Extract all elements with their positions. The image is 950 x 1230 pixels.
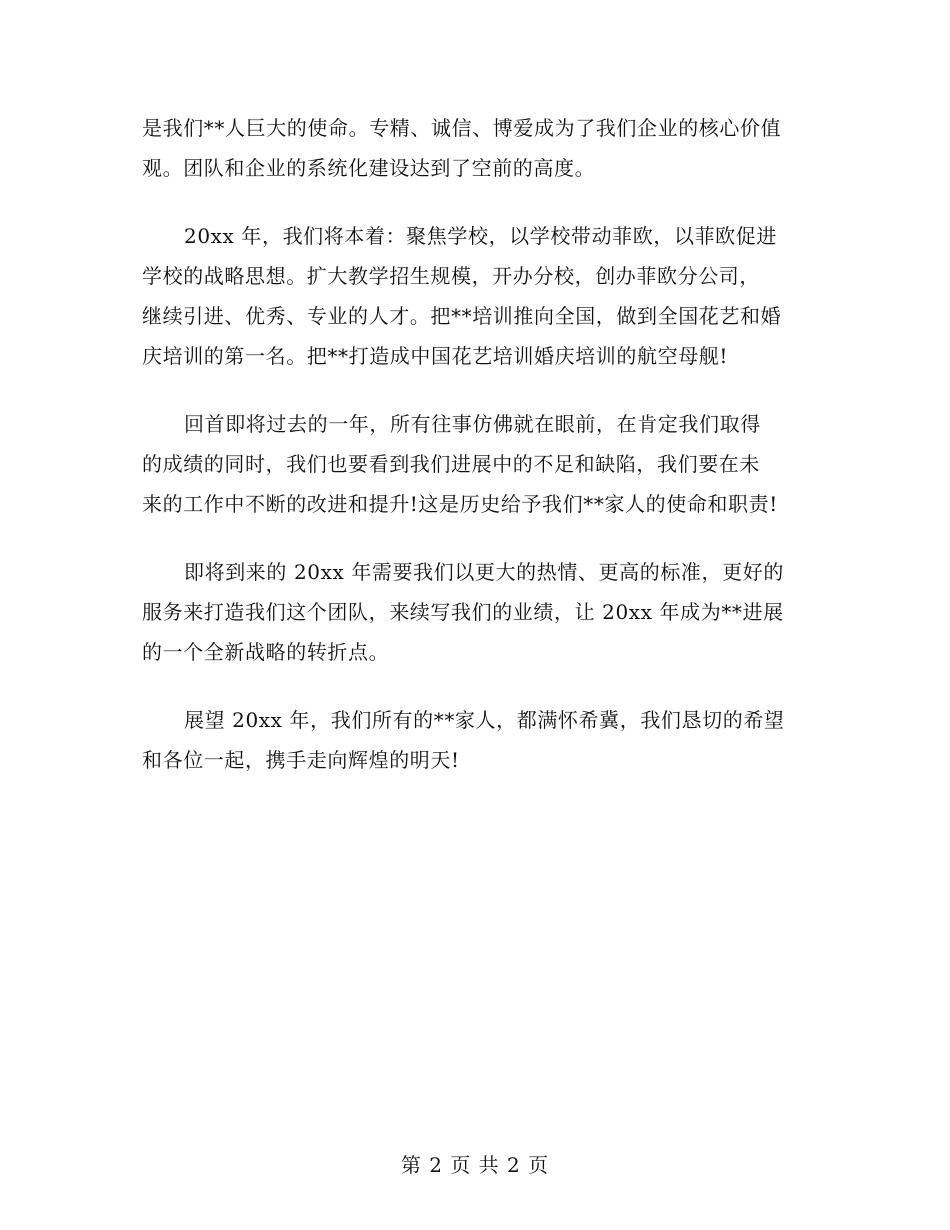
paragraph-line: 是我们**人巨大的使命。专精、诚信、博爱成为了我们企业的核心价值	[142, 116, 782, 140]
paragraph-line: 20xx 年，我们将本着：聚焦学校，以学校带动菲欧，以菲欧促进	[184, 224, 777, 248]
paragraph-line: 的一个全新战略的转折点。	[142, 640, 390, 664]
paragraph-line: 的成绩的同时，我们也要看到我们进展中的不足和缺陷，我们要在未	[142, 452, 760, 476]
page-number-footer: 第 2 页 共 2 页	[400, 1153, 550, 1177]
paragraph-line: 即将到来的 20xx 年需要我们以更大的热情、更高的标准，更好的	[184, 560, 784, 584]
paragraph-5	[142, 700, 814, 780]
paragraph-line: 服务来打造我们这个团队，来续写我们的业绩，让 20xx 年成为**进展	[142, 600, 784, 624]
document-body	[142, 108, 814, 808]
paragraph-line: 展望 20xx 年，我们所有的**家人，都满怀希冀，我们恳切的希望	[184, 708, 785, 732]
paragraph-line: 继续引进、优秀、专业的人才。把**培训推向全国，做到全国花艺和婚	[142, 304, 782, 328]
paragraph-1	[142, 108, 814, 188]
paragraph-4	[142, 552, 814, 672]
paragraph-line: 学校的战略思想。扩大教学招生规模，开办分校，创办菲欧分公司，	[142, 264, 760, 288]
paragraph-3	[142, 404, 814, 524]
paragraph-line: 来的工作中不断的改进和提升!这是历史给予我们**家人的使命和职责!	[142, 492, 778, 516]
paragraph-2	[142, 216, 814, 376]
paragraph-line: 和各位一起，携手走向辉煌的明天!	[142, 748, 460, 772]
paragraph-line: 观。团队和企业的系统化建设达到了空前的高度。	[142, 156, 596, 180]
paragraph-line: 回首即将过去的一年，所有往事仿佛就在眼前，在肯定我们取得	[184, 412, 761, 436]
paragraph-line: 庆培训的第一名。把**打造成中国花艺培训婚庆培训的航空母舰!	[142, 344, 729, 368]
